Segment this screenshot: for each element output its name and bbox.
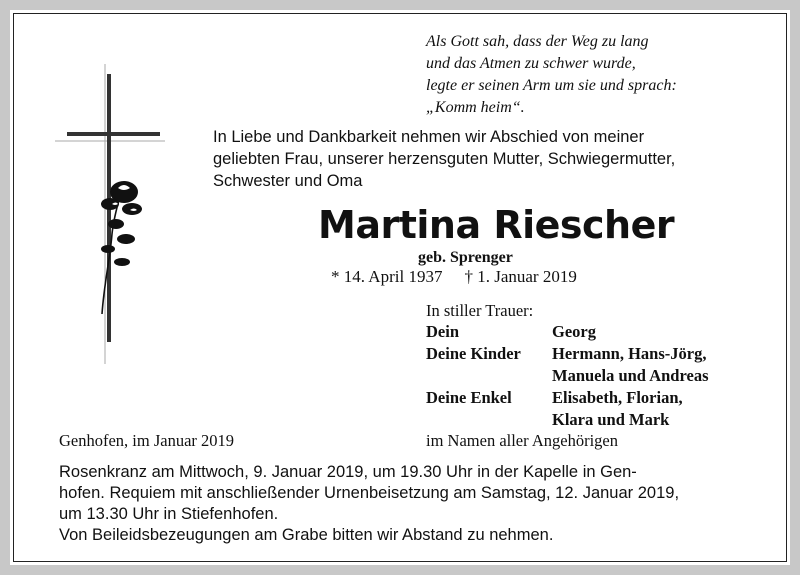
mourner-names-grandchildren-2: Klara und Mark [552,410,670,429]
intro-line-1: In Liebe und Dankbarkeit nehmen wir Abschied von meiner [213,128,645,146]
mourner-label-spouse: Dein [426,322,459,341]
footer-line-4: Von Beileidsbezeugungen am Grabe bitten wir Abstand zu nehmen. [59,526,554,544]
mourner-names-grandchildren-1: Elisabeth, Florian, [552,388,683,407]
birth-date: * 14. April 1937 [331,267,443,286]
intro-line-3: Schwester und Oma [213,172,363,190]
death-date: † 1. Januar 2019 [464,267,577,286]
poem-line-4: „Komm heim“. [426,99,525,116]
poem-line-3: legte er seinen Arm um sie und sprach: [426,77,677,94]
life-dates [331,267,577,287]
maiden-name: geb. Sprenger [418,249,513,266]
intro-line-2: geliebten Frau, unserer herzensguten Mutter, Schwiegermutter, [213,150,676,168]
mourner-names-children-1: Hermann, Hans-Jörg, [552,344,707,363]
poem-line-2: und das Atmen zu schwer wurde, [426,55,636,72]
footer-line-2: hofen. Requiem mit anschließender Urnenbeisetzung am Samstag, 12. Januar 2019, [59,484,680,502]
deceased-name: Martina Riescher [318,203,675,247]
place-date: Genhofen, im Januar 2019 [59,431,235,450]
footer-line-3: um 13.30 Uhr in Stiefenhofen. [59,505,279,523]
mourner-label-children: Deine Kinder [426,344,521,363]
mourner-names-children-2: Manuela und Andreas [552,366,709,385]
mourner-label-grandchildren: Deine Enkel [426,388,512,407]
mourners-heading: In stiller Trauer: [426,301,534,320]
footer-line-1: Rosenkranz am Mittwoch, 9. Januar 2019, um 19.30 Uhr in der Kapelle in Gen- [59,463,637,481]
cross-with-rose-icon [50,64,170,364]
mourners-closing: im Namen aller Angehörigen [426,431,618,450]
poem-line-1: Als Gott sah, dass der Weg zu lang [426,33,649,50]
mourner-names-spouse: Georg [552,322,596,341]
